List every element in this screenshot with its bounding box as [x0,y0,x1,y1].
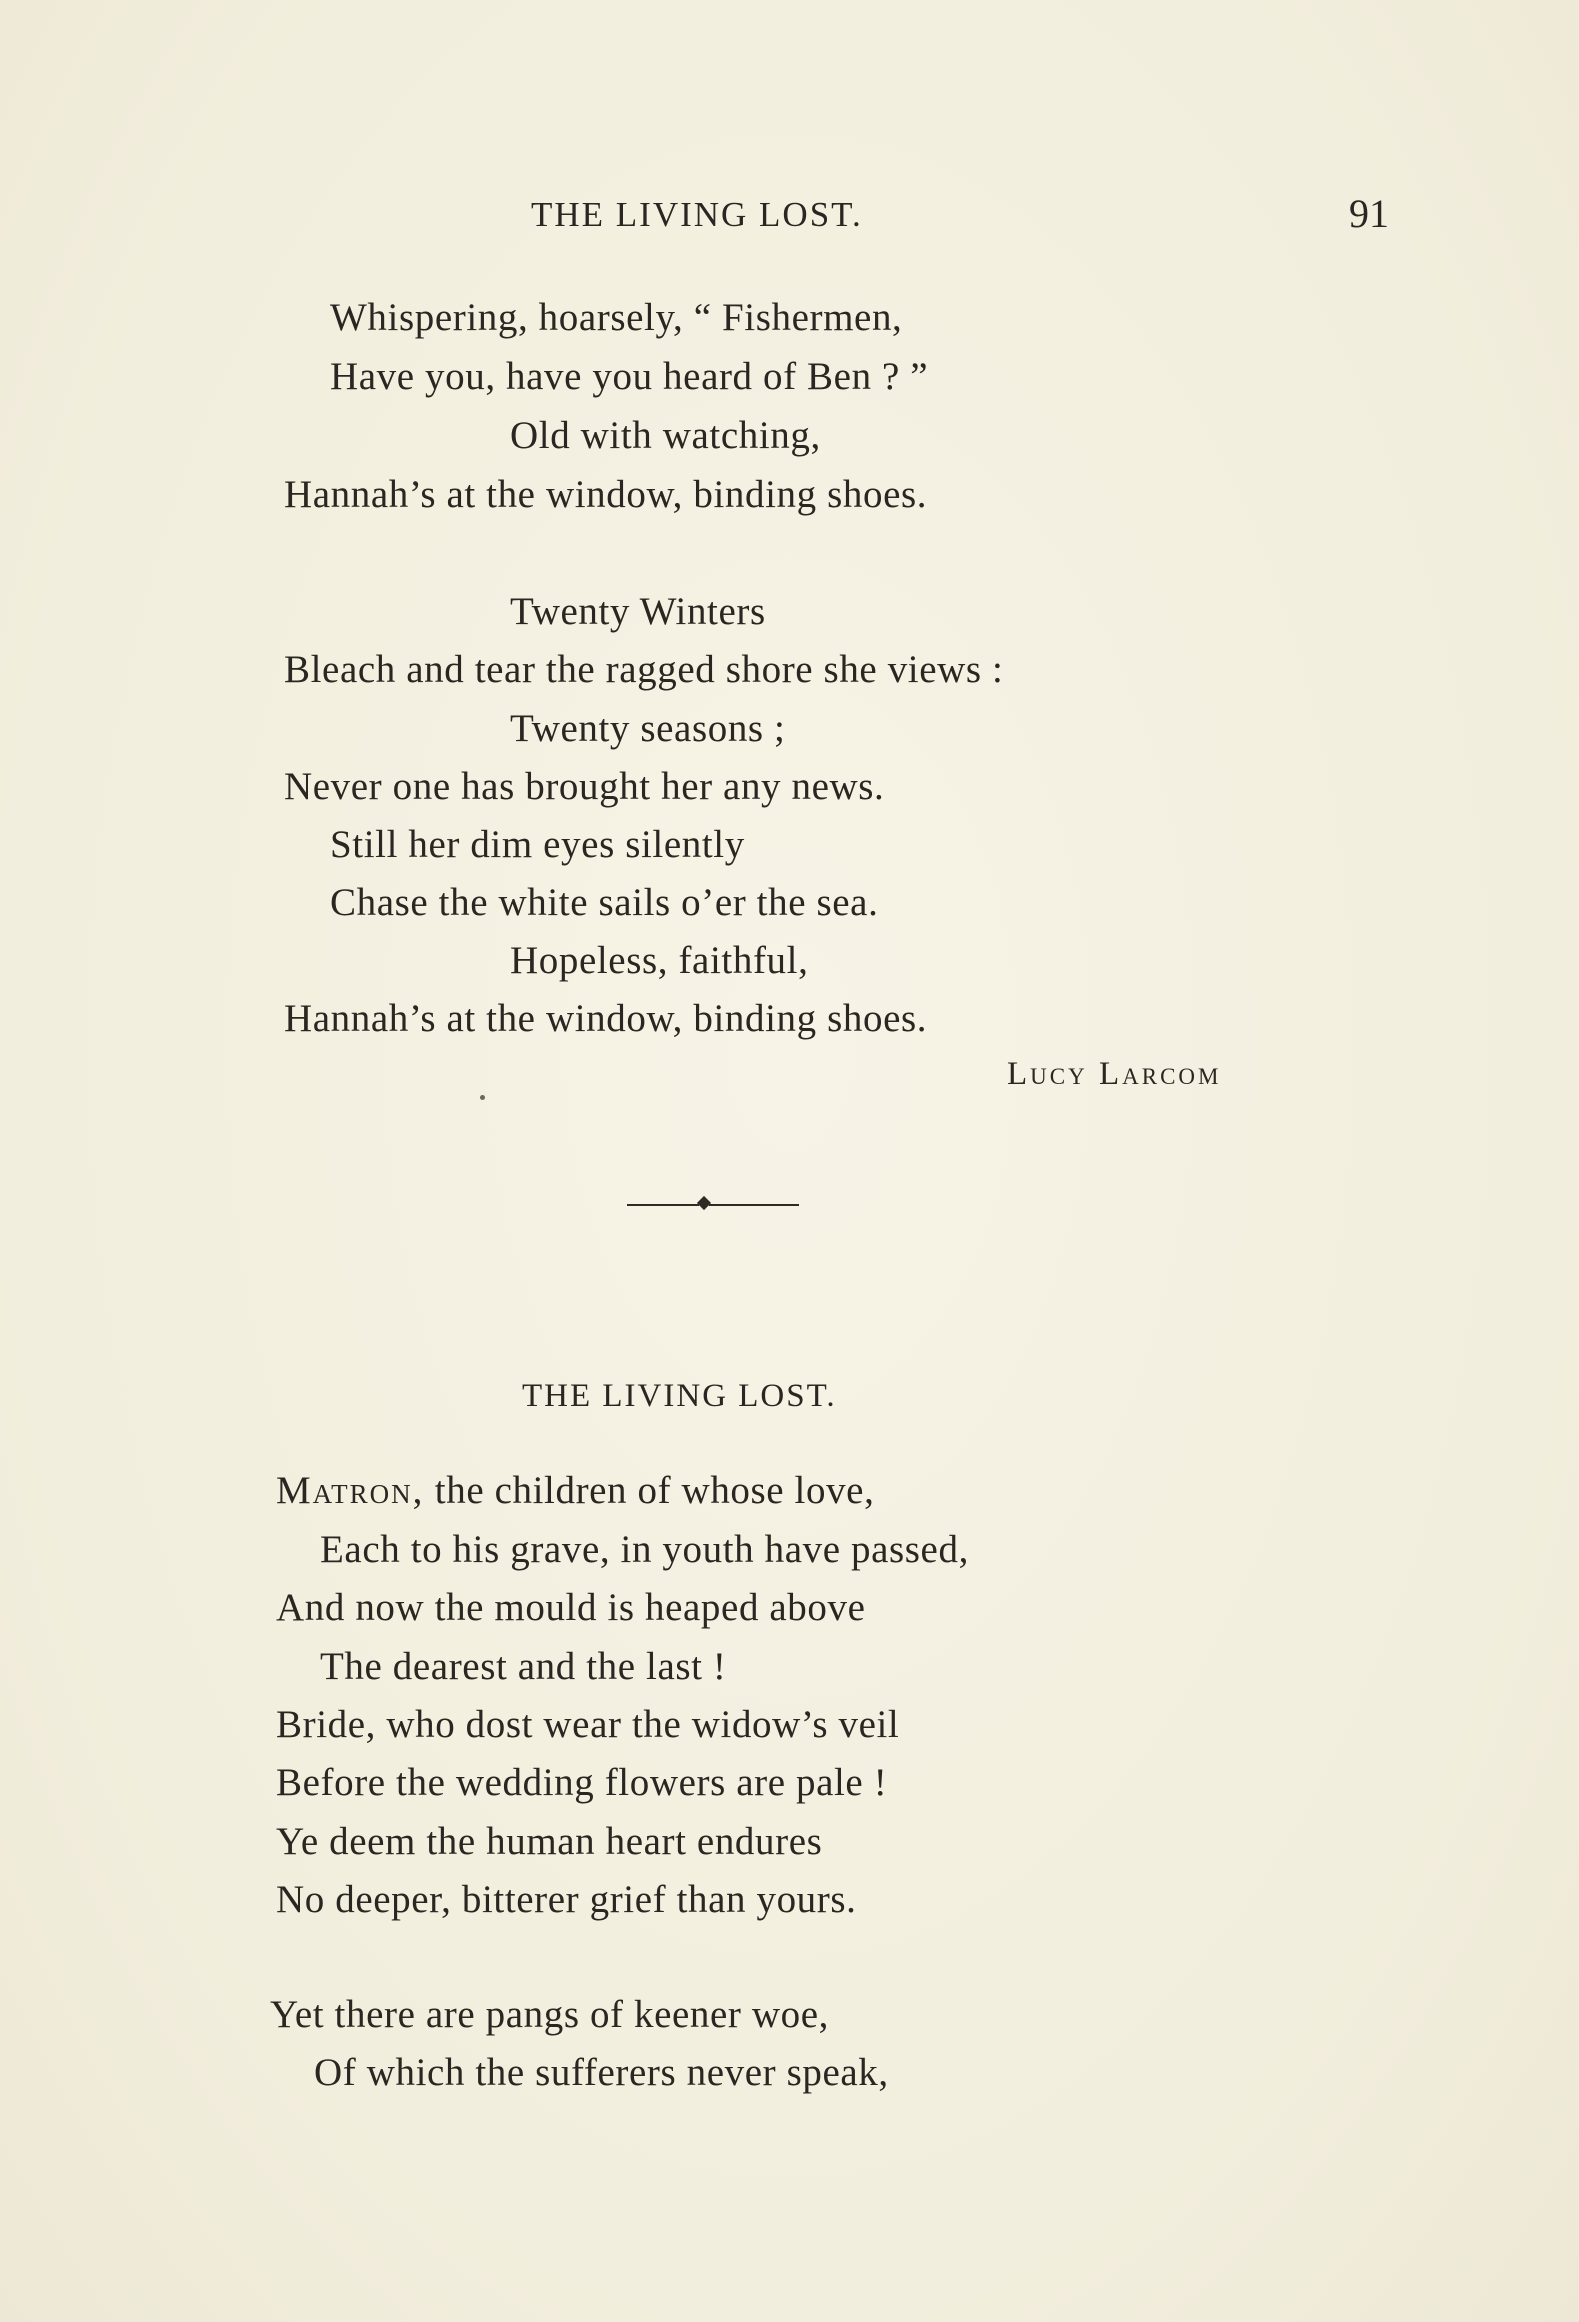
poem-line: Chase the white sails o’er the sea. [330,881,879,924]
poem-line: Bleach and tear the ragged shore she views : [284,648,1004,691]
poem-line: Hannah’s at the window, binding shoes. [284,473,928,516]
first-line-rest: the children of whose love, [424,1469,875,1512]
poem-line: Never one has brought her any news. [284,765,885,808]
poem-line: Whispering, hoarsely, “ Fishermen, [330,296,903,339]
page-number: 91 [1349,191,1389,236]
poem-line: Ye deem the human heart endures [276,1820,823,1863]
poem-line: Old with watching, [510,414,821,457]
poem-line: Hopeless, faithful, [510,939,809,982]
attribution: Lucy Larcom [1007,1056,1222,1092]
section-divider-ornament [627,1197,799,1213]
poem-line: Have you, have you heard of Ben ? ” [330,355,929,398]
poem-line: Twenty seasons ; [510,707,786,750]
poem-line [276,1468,874,1513]
poem-line: Still her dim eyes silently [330,823,745,866]
poem-line: And now the mould is heaped above [276,1586,866,1629]
poem-line: Each to his grave, in youth have passed, [320,1528,969,1571]
poem-line: Of which the sufferers never speak, [314,2051,889,2094]
poem-line: No deeper, bitterer grief than yours. [276,1878,857,1921]
poem-line: Bride, who dost wear the widow’s veil [276,1703,900,1746]
running-header: THE LIVING LOST. [531,195,863,234]
poem-line: Before the wedding flowers are pale ! [276,1761,888,1804]
drop-word: Matron, [276,1469,425,1512]
poem-line: Yet there are pangs of keener woe, [270,1993,829,2036]
poem-line: The dearest and the last ! [320,1645,727,1688]
poem-line: Twenty Winters [510,590,766,633]
poem-title: THE LIVING LOST. [522,1378,837,1414]
poem-line: Hannah’s at the window, binding shoes. [284,997,928,1040]
stray-mark [480,1095,485,1100]
